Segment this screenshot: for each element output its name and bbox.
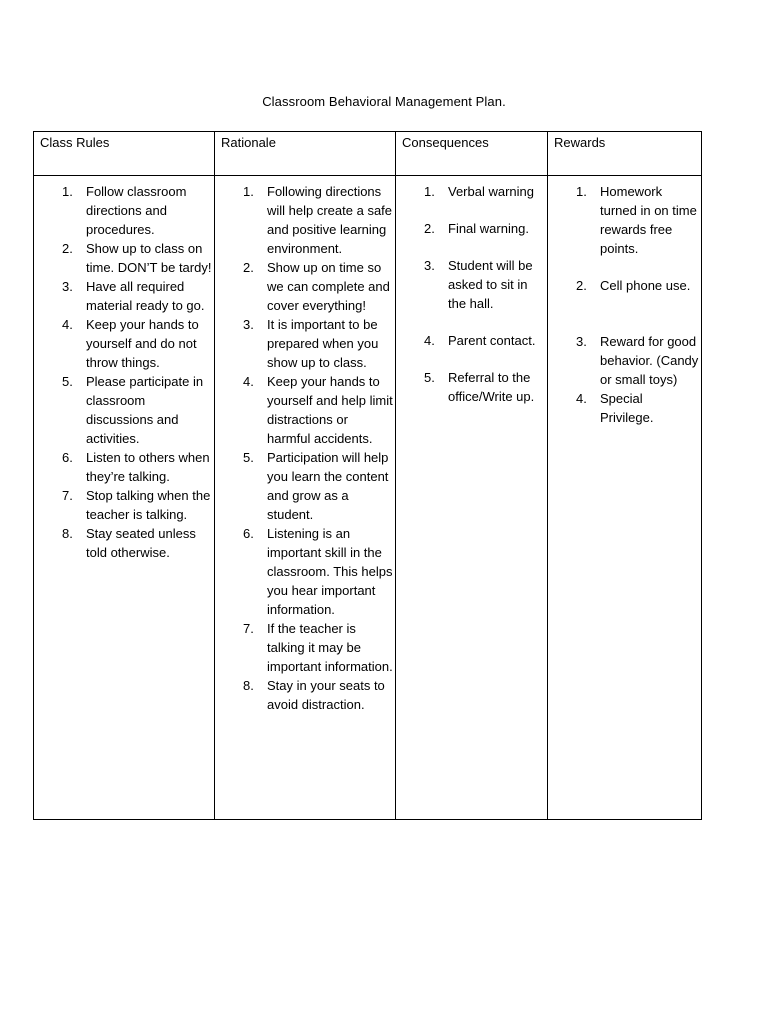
list-number: 2. [243,260,254,275]
list-item [215,315,395,372]
list-item [34,524,214,562]
list-text: If the teacher is talking it may be important information. [267,621,393,674]
list-number: 3. [576,334,587,349]
list-text: Homework turned in on time rewards free points. [600,184,697,256]
list-item [548,276,701,295]
list-text: Stop talking when the teacher is talking. [86,488,211,522]
list-text: Reward for good behavior. (Candy or small toys) [600,334,699,387]
rules-cell [34,176,215,820]
list-number: 5. [424,370,435,385]
list-item [34,486,214,524]
list-text: Show up on time so we can complete and cover everything! [267,260,390,313]
list-text: Keep your hands to yourself and help limit distractions or harmful accidents. [267,374,393,446]
list-text: Special Privilege. [600,391,654,425]
list-number: 2. [424,221,435,236]
list-item [215,448,395,524]
header-rationale: Rationale [215,132,396,176]
list-text: Stay in your seats to avoid distraction. [267,678,385,712]
list-item [34,315,214,372]
list-text: Parent contact. [448,333,536,348]
header-consequences: Consequences [396,132,548,176]
list-item [396,331,547,350]
list-text: Listening is an important skill in the classroom. This helps you hear important information. [267,526,393,617]
list-number: 8. [62,526,73,541]
rules-list [34,182,214,562]
list-item [34,448,214,486]
list-text: Referral to the office/Write up. [448,370,535,404]
list-number: 4. [62,317,73,332]
list-text: Final warning. [448,221,529,236]
list-number: 2. [62,241,73,256]
list-number: 5. [243,450,254,465]
list-text: Keep your hands to yourself and do not throw things. [86,317,199,370]
list-number: 1. [62,184,73,199]
consequences-cell [396,176,548,820]
list-number: 1. [243,184,254,199]
list-text: Participation will help you learn the content and grow as a student. [267,450,389,522]
list-number: 1. [576,184,587,199]
list-item [34,277,214,315]
list-number: 6. [62,450,73,465]
header-row [34,132,702,176]
list-item [396,368,547,406]
list-number: 1. [424,184,435,199]
list-text: Following directions will help create a safe and positive learning environment. [267,184,393,256]
list-number: 4. [424,333,435,348]
list-item [34,372,214,448]
list-number: 4. [243,374,254,389]
list-number: 5. [62,374,73,389]
list-text: Follow classroom directions and procedures. [86,184,187,237]
list-number: 3. [424,258,435,273]
list-item [215,524,395,619]
list-number: 3. [243,317,254,332]
list-text: Have all required material ready to go. [86,279,205,313]
list-text: Please participate in classroom discussions and activities. [86,374,204,446]
list-item [396,182,547,201]
list-number: 7. [243,621,254,636]
rationale-list [215,182,395,714]
list-item [396,219,547,238]
rationale-cell [215,176,396,820]
list-item [215,182,395,258]
list-text: Cell phone use. [600,278,691,293]
list-text: Stay seated unless told otherwise. [86,526,196,560]
behavior-plan-table [33,131,702,820]
list-number: 8. [243,678,254,693]
rewards-list [548,182,701,427]
list-text: Student will be asked to sit in the hall. [448,258,533,311]
list-text: Verbal warning [448,184,534,199]
list-text: Show up to class on time. DON’T be tardy! [86,241,212,275]
list-number: 3. [62,279,73,294]
list-number: 6. [243,526,254,541]
header-class-rules: Class Rules [34,132,215,176]
content-row [34,176,702,820]
list-item [396,256,547,313]
rewards-cell [548,176,702,820]
list-item [34,239,214,277]
list-item [215,676,395,714]
list-item [548,182,701,258]
header-rewards: Rewards [548,132,702,176]
list-number: 4. [576,391,587,406]
list-number: 7. [62,488,73,503]
list-item [215,619,395,676]
document-title: Classroom Behavioral Management Plan. [262,94,506,109]
consequences-list [396,182,547,406]
list-number: 2. [576,278,587,293]
list-text: It is important to be prepared when you show up to class. [267,317,379,370]
list-item [34,182,214,239]
list-item [548,332,701,389]
list-item [215,372,395,448]
list-item [548,389,701,427]
list-text: Listen to others when they’re talking. [86,450,210,484]
list-item [215,258,395,315]
